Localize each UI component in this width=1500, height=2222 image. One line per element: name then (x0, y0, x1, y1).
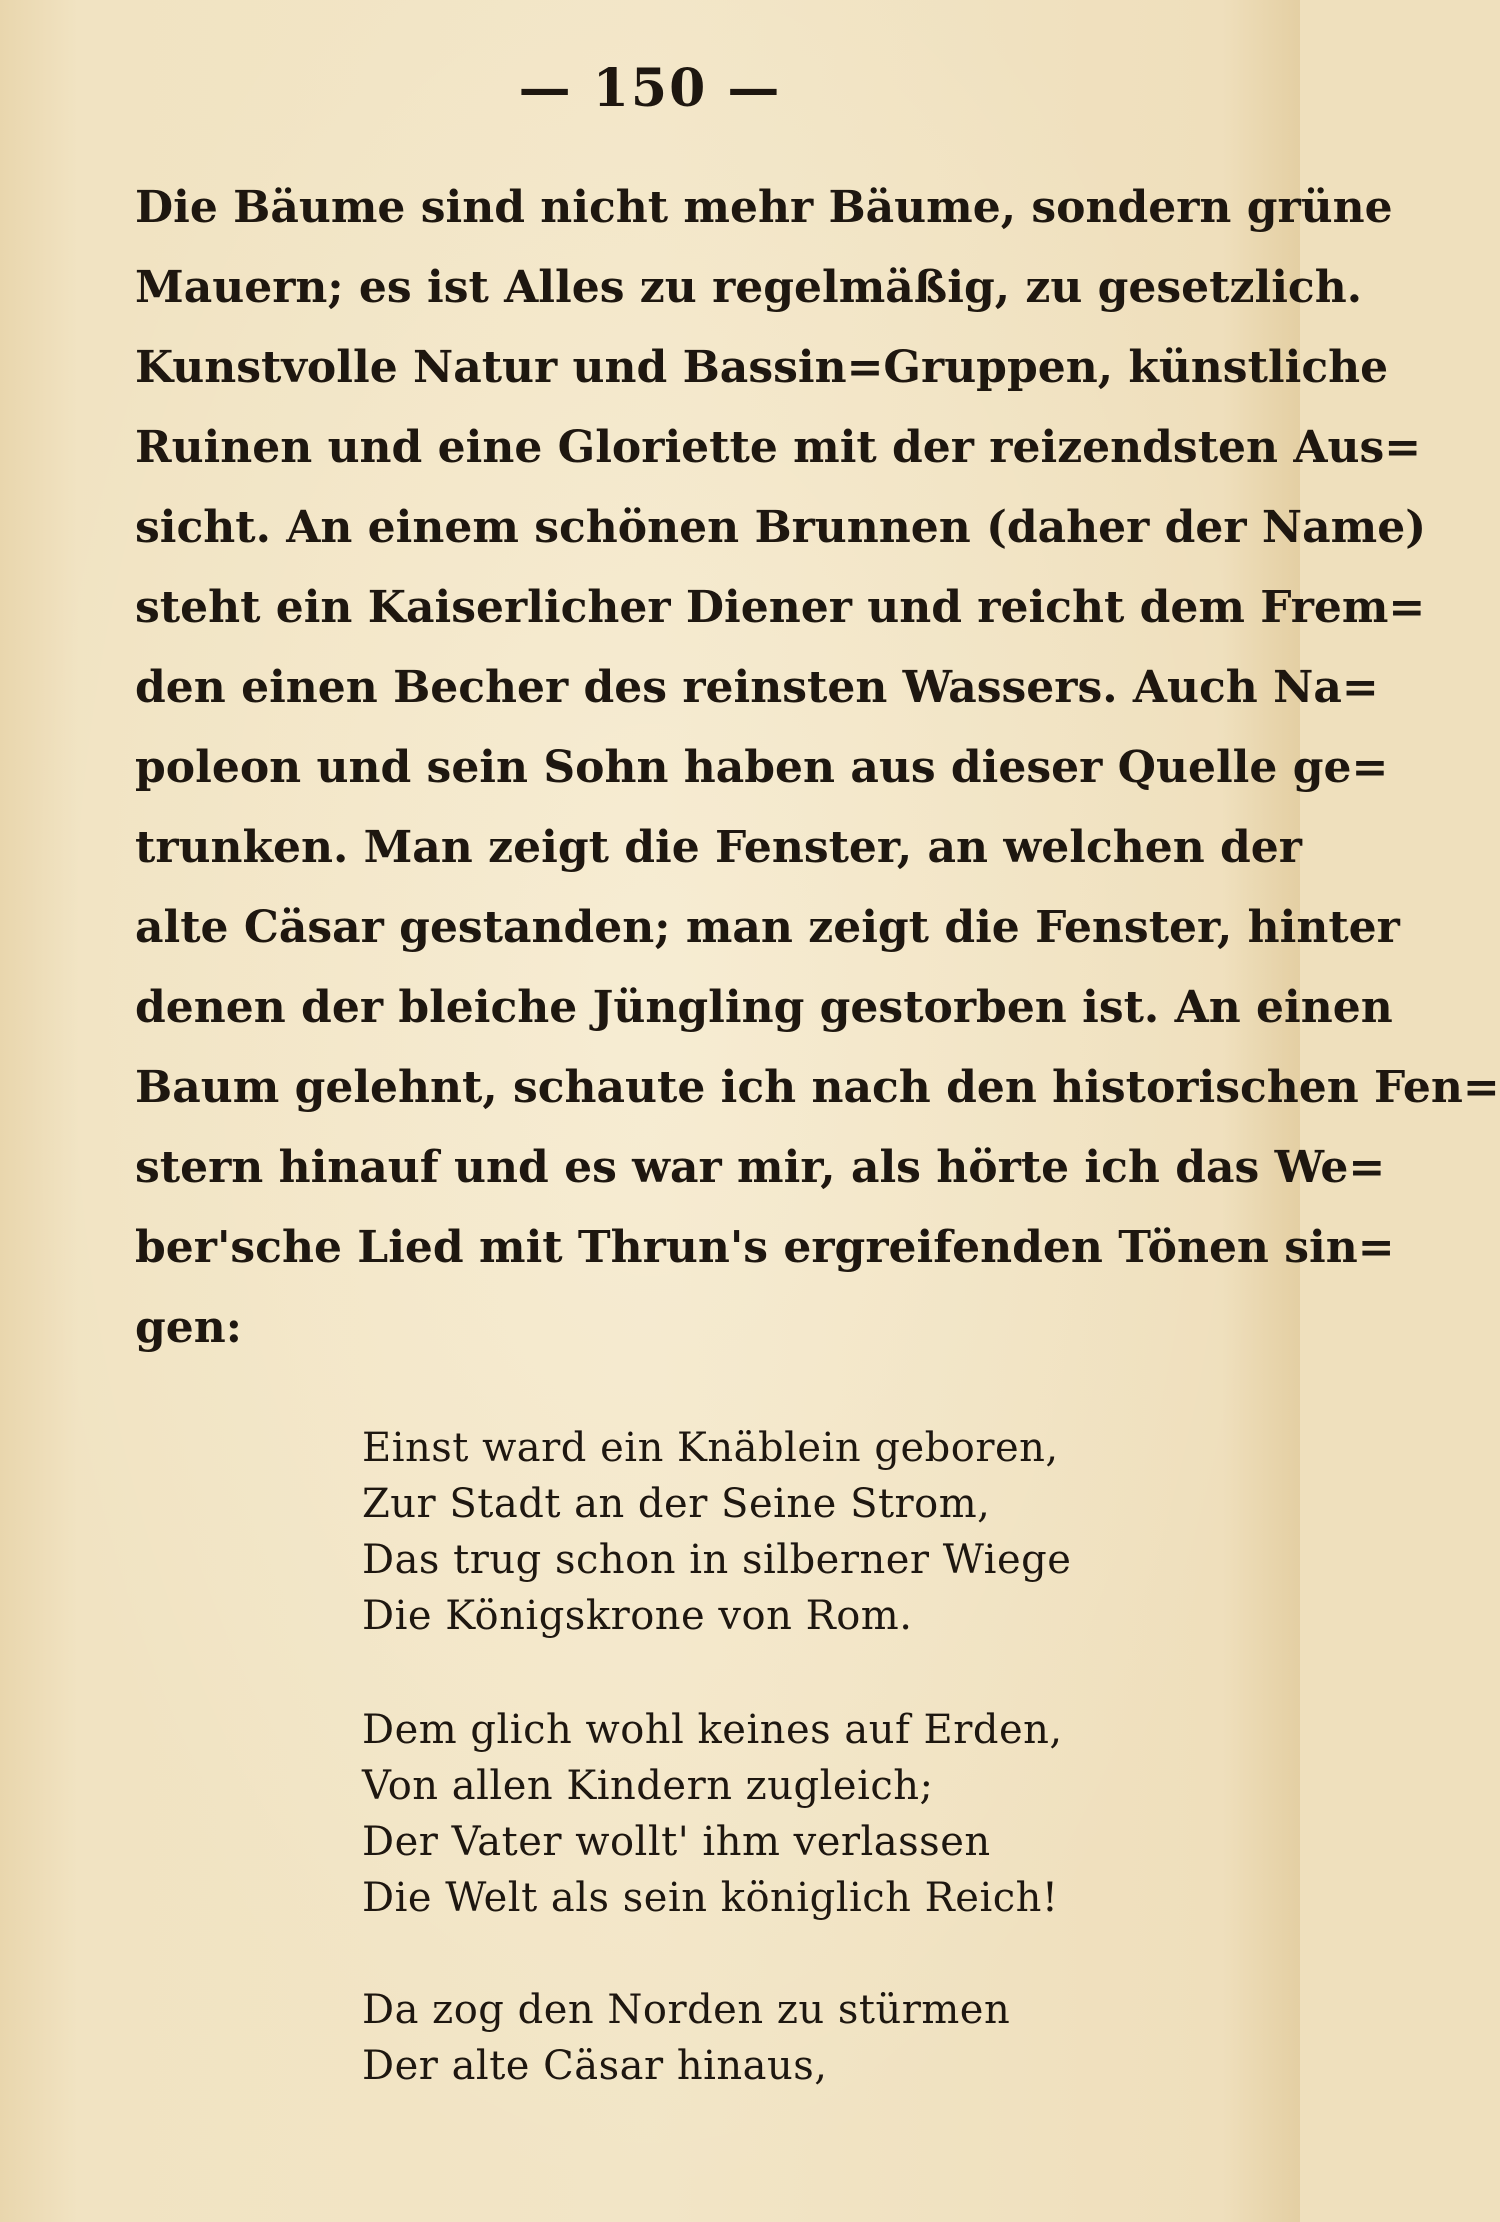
poem-stanza (362, 1702, 1222, 1926)
prose-paragraph (135, 168, 1500, 1368)
verse-line: Einst ward ein Knäblein geboren, (362, 1425, 1059, 1471)
verse-line: Der alte Cäsar hinaus, (362, 2043, 828, 2089)
poem-stanza (362, 1420, 1222, 1644)
page-number-header: — 150 — (518, 58, 782, 119)
prose-line: Baum gelehnt, schaute ich nach den historischen Fen= (135, 1062, 1500, 1113)
verse-line: Das trug schon in silberner Wiege (362, 1537, 1072, 1583)
prose-line: Die Bäume sind nicht mehr Bäume, sondern grüne (135, 182, 1393, 233)
prose-line: gen: (135, 1302, 242, 1353)
verse-line: Zur Stadt an der Seine Strom, (362, 1481, 991, 1527)
prose-line: stern hinauf und es war mir, als hörte ich das We= (135, 1142, 1386, 1193)
poem-stanza (362, 1982, 1222, 2094)
prose-line: steht ein Kaiserlicher Diener und reicht dem Frem= (135, 582, 1426, 633)
prose-line: sicht. An einem schönen Brunnen (daher der Name) (135, 502, 1427, 553)
prose-line: Mauern; es ist Alles zu regelmäßig, zu gesetzlich. (135, 262, 1363, 313)
verse-line: Die Königskrone von Rom. (362, 1593, 913, 1639)
prose-line: trunken. Man zeigt die Fenster, an welchen der (135, 822, 1302, 873)
prose-line: Ruinen und eine Gloriette mit der reizendsten Aus= (135, 422, 1422, 473)
verse-line: Dem glich wohl keines auf Erden, (362, 1707, 1063, 1753)
verse-line: Da zog den Norden zu stürmen (362, 1987, 1011, 2033)
prose-line: denen der bleiche Jüngling gestorben ist. An einen (135, 982, 1393, 1033)
prose-line: alte Cäsar gestanden; man zeigt die Fenster, hinter (135, 902, 1400, 953)
verse-line: Von allen Kindern zugleich; (362, 1763, 934, 1809)
prose-line: den einen Becher des reinsten Wassers. Auch Na= (135, 662, 1379, 713)
verse-line: Der Vater wollt' ihm verlassen (362, 1819, 991, 1865)
verse-line: Die Welt als sein königlich Reich! (362, 1875, 1059, 1921)
prose-line: ber'sche Lied mit Thrun's ergreifenden Tönen sin= (135, 1222, 1395, 1273)
prose-line: Kunstvolle Natur und Bassin=Gruppen, künstliche (135, 342, 1389, 393)
prose-line: poleon und sein Sohn haben aus dieser Quelle ge= (135, 742, 1389, 793)
